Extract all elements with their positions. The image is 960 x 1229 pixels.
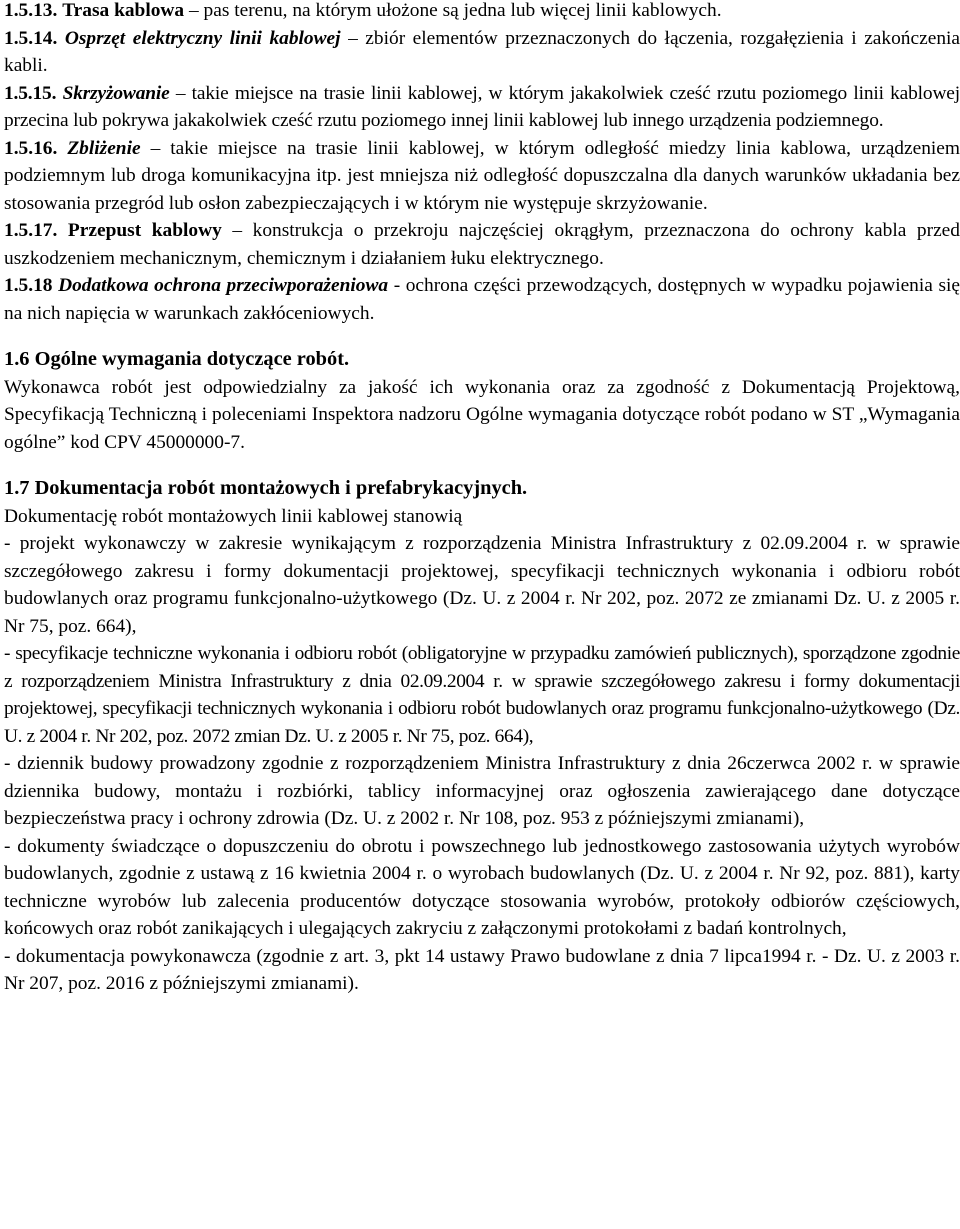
definition-1-5-14	[4, 25, 960, 80]
definition-text: – zbiór elementów przeznaczonych do łączenia, rozgałęzienia i zakończenia kabli.	[4, 27, 960, 76]
section-heading-1-7: 1.7 Dokumentacja robót montażowych i prefabrykacyjnych.	[4, 477, 528, 499]
definition-term: Dodatkowa ochrona przeciwporażeniowa	[58, 275, 389, 296]
definition-number: 1.5.17.	[4, 220, 58, 241]
definition-term: Osprzęt elektryczny linii kablowej	[64, 27, 341, 49]
definition-number: 1.5.14.	[4, 27, 58, 49]
definition-term: Przepust kablowy	[67, 220, 222, 241]
spacer	[4, 456, 960, 475]
spacer	[4, 327, 960, 346]
definition-text: – konstrukcja o przekroju najczęściej okrągłym, przeznaczona do ochrony kabla przed uszkodzeniem mechanicznym, chemicznym i działaniem łuku elektrycznego.	[4, 220, 960, 269]
definition-term: Trasa kablowa	[62, 0, 185, 21]
list-item: - projekt wykonawczy w zakresie wynikającym z rozporządzenia Ministra Infrastruktury z 02.09.2004 r. w sprawie szczegółowego zakresu i formy dokumentacji projektowej, specyfikacji technicznych wykonania i odbioru robót budowlanych oraz programu funkcjonalno-użytkowego (Dz. U. z 2004 r. Nr 202, poz. 2072 ze zmianami Dz. U. z 2005 r. Nr 75, poz. 664),	[4, 533, 960, 637]
section-intro-1-7: Dokumentację robót montażowych linii kablowej stanowią	[4, 505, 463, 527]
definition-term: Zbliżenie	[67, 137, 141, 159]
definition-number: 1.5.15.	[4, 82, 57, 104]
definition-text: – pas terenu, na którym ułożone są jedna lub więcej linii kablowych.	[188, 0, 722, 21]
definition-1-5-16	[4, 135, 960, 218]
definition-text: – takie miejsce na trasie linii kablowej, w którym odległość miedzy linia kablowa, urządzeniem podziemnym lub droga komunikacyjna itp. jest mniejsza niż odległość dopuszczalna dla danych warunków układania bez stosowania przegród lub osłon zabezpieczających i w którym nie występuje skrzyżowanie.	[4, 137, 960, 214]
list-item: - dziennik budowy prowadzony zgodnie z rozporządzeniem Ministra Infrastruktury z dnia 26czerwca 2002 r. w sprawie dziennika budowy, montażu i rozbiórki, tablicy informacyjnej oraz ogłoszenia zawierającego dane dotyczące bezpieczeństwa pracy i ochrony zdrowia (Dz. U. z 2002 r. Nr 108, poz. 953 z późniejszymi zmianami),	[4, 753, 960, 829]
definition-1-5-18	[4, 272, 960, 327]
document-page	[4, 0, 960, 998]
definition-term: Skrzyżowanie	[62, 82, 170, 104]
definition-text: – takie miejsce na trasie linii kablowej, w którym jakakolwiek cześć rzutu poziomego linii kablowej przecina lub pokrywa jakakolwiek cześć rzutu poziomego innej linii kablowej lub innego urządzenia podziemnego.	[4, 82, 960, 131]
definition-number: 1.5.16.	[4, 137, 58, 159]
definition-1-5-13	[4, 0, 960, 25]
section-heading-1-6: 1.6 Ogólne wymagania dotyczące robót.	[4, 348, 350, 370]
definition-number: 1.5.18	[4, 275, 53, 296]
definition-1-5-15	[4, 80, 960, 135]
definition-text: - ochrona części przewodzących, dostępnych w wypadku pojawienia się na nich napięcia w warunkach zakłóceniowych.	[4, 275, 960, 324]
definition-number: 1.5.13.	[4, 0, 58, 21]
list-item: - dokumenty świadczące o dopuszczeniu do obrotu i powszechnego lub jednostkowego zastosowania użytych wyrobów budowlanych, zgodnie z ustawą z 16 kwietnia 2004 r. o wyrobach budowlanych (Dz. U. z 2004 r. Nr 92, poz. 881), karty techniczne wyrobów lub zalecenia producentów dotyczące stosowania wyrobów, protokoły odbiorów częściowych, końcowych oraz robót zanikających i ulegających zakryciu z załączonymi protokołami z badań kontrolnych,	[4, 835, 960, 939]
definition-1-5-17	[4, 217, 960, 272]
list-item: - dokumentacja powykonawcza (zgodnie z art. 3, pkt 14 ustawy Prawo budowlane z dnia 7 lipca1994 r. - Dz. U. z 2003 r. Nr 207, poz. 2016 z późniejszymi zmianami).	[4, 945, 960, 994]
list-item: - specyfikacje techniczne wykonania i odbioru robót (obligatoryjne w przypadku zamówień publicznych), sporządzone zgodnie z rozporządzeniem Ministra Infrastruktury z dnia 02.09.2004 r. w sprawie szczegółowego zakresu i formy dokumentacji projektowej, specyfikacji technicznych wykonania i odbioru robót budowlanych oraz programu funkcjonalno-użytkowego (Dz. U. z 2004 r. Nr 202, poz. 2072 zmian Dz. U. z 2005 r. Nr 75, poz. 664),	[4, 643, 960, 747]
section-body-1-6: Wykonawca robót jest odpowiedzialny za jakość ich wykonania oraz za zgodność z Dokumentacją Projektową, Specyfikacją Techniczną i poleceniami Inspektora nadzoru Ogólne wymagania dotyczące robót podano w ST „Wymagania ogólne” kod CPV 45000000-7.	[4, 376, 960, 453]
